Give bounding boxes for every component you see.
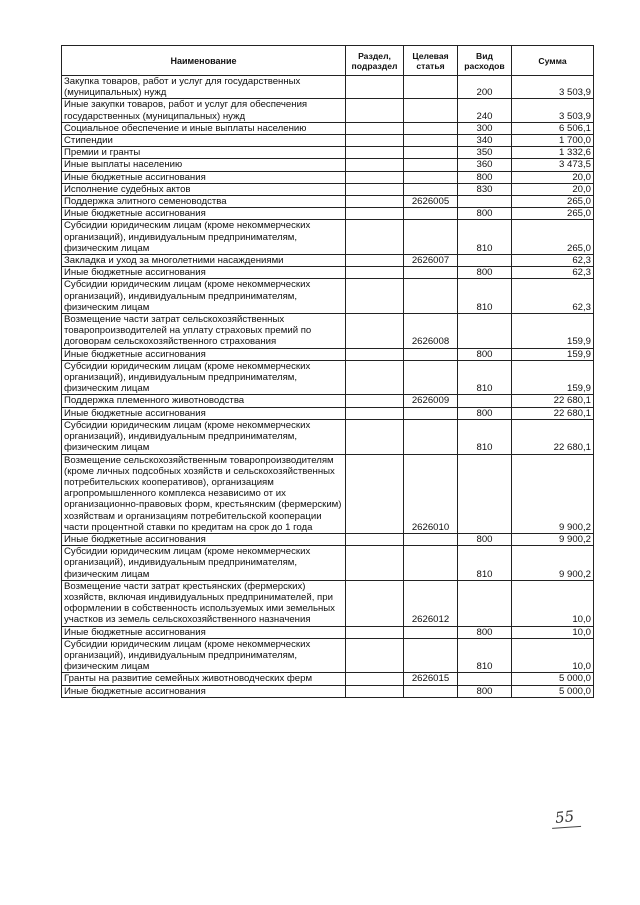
cell-name: Иные бюджетные ассигнования xyxy=(62,348,346,360)
cell-sum: 10,0 xyxy=(512,580,594,626)
table-header-row xyxy=(62,46,594,76)
cell-sum: 159,9 xyxy=(512,314,594,349)
cell-name: Субсидии юридическим лицам (кроме некоммерческих организаций), индивидуальным предпринимателям, физическим лицам xyxy=(62,360,346,395)
cell-expense-type xyxy=(458,580,512,626)
cell-expense-type: 240 xyxy=(458,99,512,122)
cell-target xyxy=(404,147,458,159)
cell-sum: 159,9 xyxy=(512,348,594,360)
table-row xyxy=(62,395,594,407)
cell-expense-type: 800 xyxy=(458,685,512,697)
cell-expense-type: 800 xyxy=(458,533,512,545)
cell-name: Возмещение части затрат сельскохозяйственных товаропроизводителей на уплату страховых премий по договорам сельскохозяйственного страхования xyxy=(62,314,346,349)
cell-section xyxy=(346,314,404,349)
cell-target: 2626015 xyxy=(404,673,458,685)
cell-name: Субсидии юридическим лицам (кроме некоммерческих организаций), индивидуальным предпринимателям, физическим лицам xyxy=(62,220,346,255)
cell-name: Иные бюджетные ассигнования xyxy=(62,533,346,545)
table-row xyxy=(62,348,594,360)
cell-sum: 9 900,2 xyxy=(512,454,594,533)
cell-section xyxy=(346,171,404,183)
cell-target xyxy=(404,267,458,279)
cell-sum: 159,9 xyxy=(512,360,594,395)
cell-target: 2626009 xyxy=(404,395,458,407)
cell-expense-type: 830 xyxy=(458,183,512,195)
table-row xyxy=(62,76,594,99)
cell-target: 2626010 xyxy=(404,454,458,533)
cell-expense-type: 300 xyxy=(458,122,512,134)
cell-section xyxy=(346,255,404,267)
cell-section xyxy=(346,685,404,697)
cell-target xyxy=(404,348,458,360)
cell-sum: 22 680,1 xyxy=(512,419,594,454)
cell-sum: 5 000,0 xyxy=(512,673,594,685)
cell-expense-type: 800 xyxy=(458,267,512,279)
table-row xyxy=(62,685,594,697)
cell-sum: 265,0 xyxy=(512,208,594,220)
cell-name: Иные бюджетные ассигнования xyxy=(62,407,346,419)
table-row xyxy=(62,673,594,685)
cell-section xyxy=(346,395,404,407)
cell-section xyxy=(346,419,404,454)
table-row xyxy=(62,407,594,419)
cell-name: Закладка и уход за многолетними насаждениями xyxy=(62,255,346,267)
cell-section xyxy=(346,196,404,208)
cell-sum: 20,0 xyxy=(512,171,594,183)
cell-name: Иные выплаты населению xyxy=(62,159,346,171)
cell-sum: 1 332,6 xyxy=(512,147,594,159)
header-expense-type: Вид расходов xyxy=(458,46,512,76)
cell-sum: 1 700,0 xyxy=(512,135,594,147)
cell-target: 2626007 xyxy=(404,255,458,267)
cell-expense-type: 800 xyxy=(458,171,512,183)
cell-expense-type: 810 xyxy=(458,419,512,454)
cell-sum: 22 680,1 xyxy=(512,395,594,407)
cell-section xyxy=(346,159,404,171)
cell-target xyxy=(404,533,458,545)
cell-target xyxy=(404,99,458,122)
cell-name: Стипендии xyxy=(62,135,346,147)
cell-section xyxy=(346,122,404,134)
table-row xyxy=(62,638,594,673)
cell-sum: 9 900,2 xyxy=(512,533,594,545)
cell-expense-type: 800 xyxy=(458,348,512,360)
cell-expense-type: 360 xyxy=(458,159,512,171)
cell-section xyxy=(346,407,404,419)
budget-table xyxy=(61,45,594,698)
cell-expense-type xyxy=(458,196,512,208)
cell-target xyxy=(404,171,458,183)
table-row xyxy=(62,135,594,147)
table-row xyxy=(62,255,594,267)
page-number: 55 xyxy=(554,807,575,827)
cell-sum: 265,0 xyxy=(512,196,594,208)
table-row xyxy=(62,196,594,208)
cell-expense-type xyxy=(458,395,512,407)
cell-section xyxy=(346,208,404,220)
cell-sum: 3 503,9 xyxy=(512,76,594,99)
cell-section xyxy=(346,580,404,626)
cell-name: Субсидии юридическим лицам (кроме некоммерческих организаций), индивидуальным предпринимателям, физическим лицам xyxy=(62,279,346,314)
cell-sum: 3 503,9 xyxy=(512,99,594,122)
cell-target xyxy=(404,638,458,673)
table-row xyxy=(62,314,594,349)
cell-target xyxy=(404,208,458,220)
table-row xyxy=(62,533,594,545)
cell-name: Исполнение судебных актов xyxy=(62,183,346,195)
cell-section xyxy=(346,626,404,638)
cell-section xyxy=(346,360,404,395)
cell-section xyxy=(346,533,404,545)
table-row xyxy=(62,99,594,122)
cell-name: Гранты на развитие семейных животноводческих ферм xyxy=(62,673,346,685)
header-sum: Сумма xyxy=(512,46,594,76)
cell-expense-type: 800 xyxy=(458,208,512,220)
cell-name: Закупка товаров, работ и услуг для государственных (муниципальных) нужд xyxy=(62,76,346,99)
cell-name: Возмещение части затрат крестьянских (фермерских) хозяйств, включая индивидуальных предпринимателей, при оформлении в собственность используемых ими земельных участков из земель сельскохозяйственного назначения xyxy=(62,580,346,626)
cell-sum: 22 680,1 xyxy=(512,407,594,419)
table-row xyxy=(62,419,594,454)
cell-section xyxy=(346,147,404,159)
cell-expense-type: 800 xyxy=(458,407,512,419)
cell-name: Субсидии юридическим лицам (кроме некоммерческих организаций), индивидуальным предпринимателям, физическим лицам xyxy=(62,419,346,454)
cell-target xyxy=(404,159,458,171)
cell-section xyxy=(346,135,404,147)
table-row xyxy=(62,580,594,626)
cell-name: Иные бюджетные ассигнования xyxy=(62,208,346,220)
table-row xyxy=(62,279,594,314)
cell-target xyxy=(404,220,458,255)
cell-target xyxy=(404,546,458,581)
table-row xyxy=(62,183,594,195)
cell-name: Поддержка элитного семеноводства xyxy=(62,196,346,208)
cell-expense-type xyxy=(458,454,512,533)
cell-section xyxy=(346,99,404,122)
table-row xyxy=(62,171,594,183)
table-row xyxy=(62,220,594,255)
cell-target xyxy=(404,183,458,195)
cell-name: Иные бюджетные ассигнования xyxy=(62,685,346,697)
cell-sum: 62,3 xyxy=(512,267,594,279)
cell-section xyxy=(346,267,404,279)
table-row xyxy=(62,147,594,159)
cell-section xyxy=(346,183,404,195)
cell-target xyxy=(404,135,458,147)
cell-sum: 5 000,0 xyxy=(512,685,594,697)
cell-expense-type xyxy=(458,314,512,349)
cell-name: Субсидии юридическим лицам (кроме некоммерческих организаций), индивидуальным предпринимателям, физическим лицам xyxy=(62,638,346,673)
table-row xyxy=(62,267,594,279)
cell-name: Иные бюджетные ассигнования xyxy=(62,626,346,638)
cell-sum: 3 473,5 xyxy=(512,159,594,171)
cell-sum: 20,0 xyxy=(512,183,594,195)
cell-sum: 62,3 xyxy=(512,255,594,267)
cell-expense-type: 340 xyxy=(458,135,512,147)
cell-expense-type: 810 xyxy=(458,546,512,581)
cell-section xyxy=(346,220,404,255)
cell-expense-type: 810 xyxy=(458,638,512,673)
table-body xyxy=(62,76,594,698)
cell-expense-type xyxy=(458,255,512,267)
cell-target: 2626005 xyxy=(404,196,458,208)
cell-expense-type: 800 xyxy=(458,626,512,638)
cell-name: Иные закупки товаров, работ и услуг для обеспечения государственных (муниципальных) нужд xyxy=(62,99,346,122)
cell-target xyxy=(404,407,458,419)
cell-target xyxy=(404,76,458,99)
cell-name: Социальное обеспечение и иные выплаты населению xyxy=(62,122,346,134)
cell-section xyxy=(346,638,404,673)
cell-expense-type xyxy=(458,673,512,685)
table-row xyxy=(62,122,594,134)
cell-sum: 62,3 xyxy=(512,279,594,314)
cell-section xyxy=(346,454,404,533)
header-target: Целевая статья xyxy=(404,46,458,76)
cell-expense-type: 200 xyxy=(458,76,512,99)
table-row xyxy=(62,626,594,638)
table-row xyxy=(62,546,594,581)
cell-expense-type: 810 xyxy=(458,279,512,314)
cell-expense-type: 810 xyxy=(458,220,512,255)
cell-target xyxy=(404,279,458,314)
cell-section xyxy=(346,76,404,99)
cell-section xyxy=(346,348,404,360)
cell-sum: 265,0 xyxy=(512,220,594,255)
cell-target: 2626012 xyxy=(404,580,458,626)
cell-name: Возмещение сельскохозяйственным товаропроизводителям (кроме личных подсобных хозяйств и сельскохозяйственных потребительских кооперативов), организациям агропромышленного комплекса независимо от их организационно-правовых форм, крестьянским (фермерским) хозяйствам и организациям потребительской кооперации части процентной ставки по кредитам на срок до 1 года xyxy=(62,454,346,533)
cell-target xyxy=(404,626,458,638)
cell-name: Субсидии юридическим лицам (кроме некоммерческих организаций), индивидуальным предпринимателям, физическим лицам xyxy=(62,546,346,581)
cell-section xyxy=(346,546,404,581)
cell-sum: 9 900,2 xyxy=(512,546,594,581)
cell-target xyxy=(404,685,458,697)
cell-name: Иные бюджетные ассигнования xyxy=(62,171,346,183)
header-section: Раздел, подраздел xyxy=(346,46,404,76)
cell-section xyxy=(346,673,404,685)
cell-expense-type: 350 xyxy=(458,147,512,159)
cell-sum: 10,0 xyxy=(512,626,594,638)
cell-target xyxy=(404,419,458,454)
cell-expense-type: 810 xyxy=(458,360,512,395)
cell-section xyxy=(346,279,404,314)
table-row xyxy=(62,208,594,220)
cell-name: Поддержка племенного животноводства xyxy=(62,395,346,407)
cell-target: 2626008 xyxy=(404,314,458,349)
cell-target xyxy=(404,360,458,395)
table-row xyxy=(62,159,594,171)
cell-sum: 10,0 xyxy=(512,638,594,673)
cell-name: Премии и гранты xyxy=(62,147,346,159)
table-row xyxy=(62,360,594,395)
cell-name: Иные бюджетные ассигнования xyxy=(62,267,346,279)
cell-target xyxy=(404,122,458,134)
header-name: Наименование xyxy=(62,46,346,76)
cell-sum: 6 506,1 xyxy=(512,122,594,134)
table-row xyxy=(62,454,594,533)
